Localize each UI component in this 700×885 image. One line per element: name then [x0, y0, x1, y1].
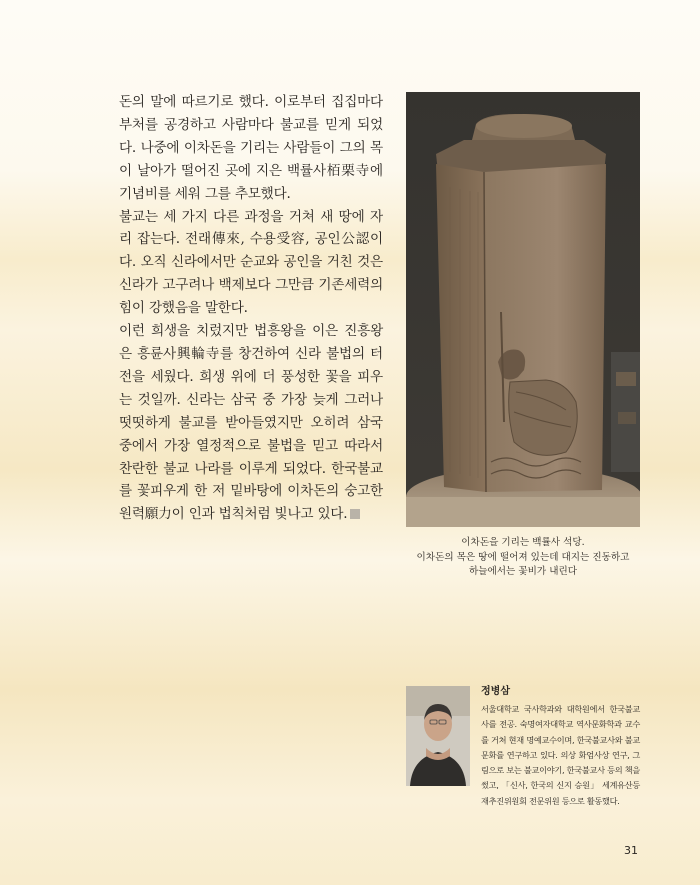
author-photo: [406, 686, 470, 786]
author-portrait-icon: [406, 686, 470, 786]
body-paragraph: [119, 320, 383, 526]
body-paragraph-text: 이런 희생을 치렀지만 법흥왕을 이은 진흥왕은 흥륜사興輪寺를 창건하여 신라 불법의 터전을 세웠다. 희생 위에 더 풍성한 꽃을 피우는 것일까. 신라는 삼국 중 가장 늦게 그러나 떳떳하게 불교를 받아들였지만 오히려 삼국 중에서 가장 열정적으로 불법을 믿고 따라서 찬란한 불교 나라를 이루게 되었다. 한국불교를 꽃피우게 한 저 밑바탕에 이차돈의 숭고한 원력願力이 인과 법칙처럼 빛나고 있다.: [119, 323, 383, 523]
stone-pillar-photo: [406, 92, 640, 527]
author-bio: [481, 686, 640, 809]
caption-line: 이차돈의 목은 땅에 떨어져 있는데 대지는 진동하고: [416, 551, 630, 563]
body-paragraph: 불교는 세 가지 다른 과정을 거쳐 새 땅에 자리 잡는다. 전래傳來, 수용受容, 공인公認이다. 오직 신라에서만 순교와 공인을 거친 것은 신라가 고구려나 백제보다 그만큼 기존세력의 힘이 강했음을 말한다.: [119, 208, 383, 317]
author-bio-text: 서울대학교 국사학과와 대학원에서 한국불교사를 전공. 숙명여자대학교 역사문화학과 교수를 거쳐 현재 명예교수이며, 한국불교사와 불교문화를 연구하고 있다. 의상 화엄사상 연구, 그림으로 보는 불교이야기, 한국불교사 등의 책을 썼고, 「신사, 한국의 신지 승원」 세계유산등재추진위원회 전문위원 등으로 활동했다.: [481, 704, 640, 806]
stone-pillar-icon: [406, 92, 640, 527]
photo-caption: [400, 536, 646, 580]
article-body: [119, 91, 383, 526]
body-paragraph: 돈의 말에 따르기로 했다. 이로부터 집집마다 부처를 공경하고 사람마다 불교를 믿게 되었다. 나중에 이차돈을 기리는 사람들이 그의 목이 날아가 떨어진 곳에 지은 백률사栢栗寺에 기념비를 세워 그를 추모했다.: [119, 94, 383, 202]
page-number: 31: [624, 844, 638, 857]
end-mark-icon: [350, 509, 360, 519]
caption-line: 이차돈을 기리는 백률사 석당.: [461, 537, 585, 548]
author-name: 정병삼: [481, 686, 510, 697]
caption-line: 하늘에서는 꽃비가 내린다: [468, 566, 578, 577]
